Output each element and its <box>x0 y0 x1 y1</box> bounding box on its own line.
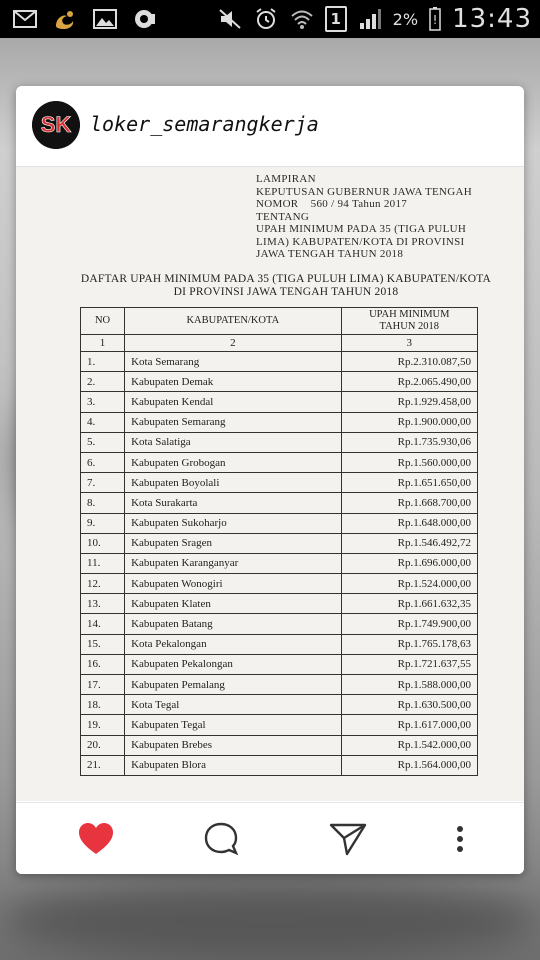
post-action-bar <box>16 802 524 874</box>
row-region-cell: Kabupaten Grobogan <box>125 452 341 472</box>
row-region-cell: Kota Surakarta <box>125 493 341 513</box>
row-number-cell: 20. <box>81 735 125 755</box>
mute-icon <box>217 6 243 32</box>
document-header-line: LAMPIRAN <box>256 173 316 185</box>
table-row <box>81 412 478 432</box>
row-wage-cell: Rp.1.668.700,00 <box>341 493 477 513</box>
row-number-cell: 14. <box>81 614 125 634</box>
row-wage-cell: Rp.1.617.000,00 <box>341 715 477 735</box>
table-row <box>81 574 478 594</box>
table-row <box>81 735 478 755</box>
svg-text:!: ! <box>432 13 438 27</box>
post-image[interactable] <box>16 167 524 801</box>
column-header-kabupaten: KABUPATEN/KOTA <box>125 308 341 335</box>
like-button[interactable] <box>76 821 116 857</box>
row-region-cell: Kabupaten Sukoharjo <box>125 513 341 533</box>
row-region-cell: Kabupaten Blora <box>125 755 341 775</box>
username[interactable]: loker_semarangkerja <box>90 112 319 136</box>
table-row <box>81 675 478 695</box>
row-wage-cell: Rp.1.630.500,00 <box>341 695 477 715</box>
table-row <box>81 553 478 573</box>
table-row <box>81 513 478 533</box>
row-wage-cell: Rp.1.524.000,00 <box>341 574 477 594</box>
row-region-cell: Kabupaten Kendal <box>125 392 341 412</box>
row-number-cell: 1. <box>81 352 125 372</box>
row-region-cell: Kabupaten Boyolali <box>125 473 341 493</box>
sim-icon: 1 <box>325 6 347 32</box>
row-wage-cell: Rp.1.900.000,00 <box>341 412 477 432</box>
alarm-icon <box>253 6 279 32</box>
row-wage-cell: Rp.1.696.000,00 <box>341 553 477 573</box>
table-row <box>81 634 478 654</box>
row-number-cell: 17. <box>81 675 125 695</box>
background-blur-shape <box>0 880 540 960</box>
row-number-cell: 5. <box>81 432 125 452</box>
row-region-cell: Kabupaten Brebes <box>125 735 341 755</box>
row-number-cell: 12. <box>81 574 125 594</box>
row-wage-cell: Rp.1.648.000,00 <box>341 513 477 533</box>
document-header-line: UPAH MINIMUM PADA 35 (TIGA PULUH <box>256 223 467 235</box>
table-row <box>81 452 478 472</box>
row-wage-cell: Rp.1.542.000,00 <box>341 735 477 755</box>
row-wage-cell: Rp.2.310.087,50 <box>341 352 477 372</box>
share-icon <box>329 822 367 856</box>
table-row <box>81 372 478 392</box>
more-icon <box>455 824 465 854</box>
comment-button[interactable] <box>201 821 241 857</box>
row-region-cell: Kota Pekalongan <box>125 634 341 654</box>
row-region-cell: Kabupaten Pekalongan <box>125 654 341 674</box>
row-region-cell: Kota Tegal <box>125 695 341 715</box>
row-wage-cell: Rp.1.661.632,35 <box>341 594 477 614</box>
table-row <box>81 594 478 614</box>
column-header-no: NO <box>81 308 125 335</box>
row-number-cell: 10. <box>81 533 125 553</box>
row-number-cell: 8. <box>81 493 125 513</box>
row-region-cell: Kota Salatiga <box>125 432 341 452</box>
row-number-cell: 15. <box>81 634 125 654</box>
row-region-cell: Kabupaten Demak <box>125 372 341 392</box>
row-number-cell: 2. <box>81 372 125 392</box>
row-wage-cell: Rp.1.546.492,72 <box>341 533 477 553</box>
document-header <box>256 173 472 261</box>
row-region-cell: Kota Semarang <box>125 352 341 372</box>
document-title <box>76 273 496 298</box>
column-header-upah-line: TAHUN 2018 <box>379 321 440 332</box>
status-bar <box>0 0 540 38</box>
table-row <box>81 614 478 634</box>
document-title-line: DI PROVINSI JAWA TENGAH TAHUN 2018 <box>173 285 399 298</box>
table-index-row <box>81 335 478 352</box>
row-number-cell: 9. <box>81 513 125 533</box>
row-wage-cell: Rp.1.735.930,06 <box>341 432 477 452</box>
row-region-cell: Kabupaten Tegal <box>125 715 341 735</box>
row-wage-cell: Rp.1.560.000,00 <box>341 452 477 472</box>
row-region-cell: Kabupaten Karanganyar <box>125 553 341 573</box>
table-row <box>81 493 478 513</box>
row-wage-cell: Rp.1.588.000,00 <box>341 675 477 695</box>
row-region-cell: Kabupaten Wonogiri <box>125 574 341 594</box>
document-header-line: JAWA TENGAH TAHUN 2018 <box>256 248 404 260</box>
row-wage-cell: Rp.1.749.900,00 <box>341 614 477 634</box>
document-header-line: LIMA) KABUPATEN/KOTA DI PROVINSI <box>256 235 465 248</box>
uc-browser-icon <box>52 6 78 32</box>
avatar-logo-text: SK <box>40 112 72 137</box>
index-cell: 1 <box>81 335 125 352</box>
table-row <box>81 715 478 735</box>
wifi-icon <box>289 6 315 32</box>
row-wage-cell: Rp.1.765.178,63 <box>341 634 477 654</box>
battery-icon <box>428 6 442 32</box>
table-row <box>81 755 478 775</box>
table-row <box>81 473 478 493</box>
table-row <box>81 654 478 674</box>
signal-icon <box>357 6 383 32</box>
wage-table <box>80 307 478 776</box>
table-header-row <box>81 308 478 335</box>
row-number-cell: 7. <box>81 473 125 493</box>
row-region-cell: Kabupaten Klaten <box>125 594 341 614</box>
document-header-line: KEPUTUSAN GUBERNUR JAWA TENGAH <box>256 185 473 198</box>
row-wage-cell: Rp.2.065.490,00 <box>341 372 477 392</box>
post-card <box>16 86 524 874</box>
row-region-cell: Kabupaten Semarang <box>125 412 341 432</box>
row-region-cell: Kabupaten Pemalang <box>125 675 341 695</box>
row-number-cell: 13. <box>81 594 125 614</box>
avatar[interactable] <box>32 101 80 149</box>
row-number-cell: 16. <box>81 654 125 674</box>
share-button[interactable] <box>328 821 368 857</box>
table-row <box>81 352 478 372</box>
document-header-line: NOMOR 560 / 94 Tahun 2017 <box>256 198 408 210</box>
comment-icon <box>203 821 239 857</box>
mail-icon <box>12 6 38 32</box>
battery-percent: 2% <box>392 9 419 29</box>
document-title-line: DAFTAR UPAH MINIMUM PADA 35 (TIGA PULUH LIMA) KABUPATEN/KOTA <box>80 273 492 285</box>
row-number-cell: 21. <box>81 755 125 775</box>
row-number-cell: 11. <box>81 553 125 573</box>
row-wage-cell: Rp.1.564.000,00 <box>341 755 477 775</box>
row-number-cell: 19. <box>81 715 125 735</box>
clock: 13:43 <box>452 4 532 34</box>
document-header-line: TENTANG <box>256 210 310 223</box>
gallery-icon <box>92 6 118 32</box>
row-region-cell: Kabupaten Sragen <box>125 533 341 553</box>
row-number-cell: 6. <box>81 452 125 472</box>
podcast-icon <box>132 6 158 32</box>
table-row <box>81 392 478 412</box>
heart-icon <box>77 822 115 856</box>
more-options-button[interactable] <box>440 821 480 857</box>
row-wage-cell: Rp.1.721.637,55 <box>341 654 477 674</box>
row-region-cell: Kabupaten Batang <box>125 614 341 634</box>
index-cell: 3 <box>341 335 477 352</box>
post-header <box>16 86 524 167</box>
row-number-cell: 18. <box>81 695 125 715</box>
table-row <box>81 533 478 553</box>
column-header-upah <box>341 308 477 335</box>
index-cell: 2 <box>125 335 341 352</box>
row-wage-cell: Rp.1.651.650,00 <box>341 473 477 493</box>
row-wage-cell: Rp.1.929.458,00 <box>341 392 477 412</box>
table-row <box>81 432 478 452</box>
table-row <box>81 695 478 715</box>
row-number-cell: 4. <box>81 412 125 432</box>
column-header-upah-line: UPAH MINIMUM <box>369 309 450 320</box>
row-number-cell: 3. <box>81 392 125 412</box>
